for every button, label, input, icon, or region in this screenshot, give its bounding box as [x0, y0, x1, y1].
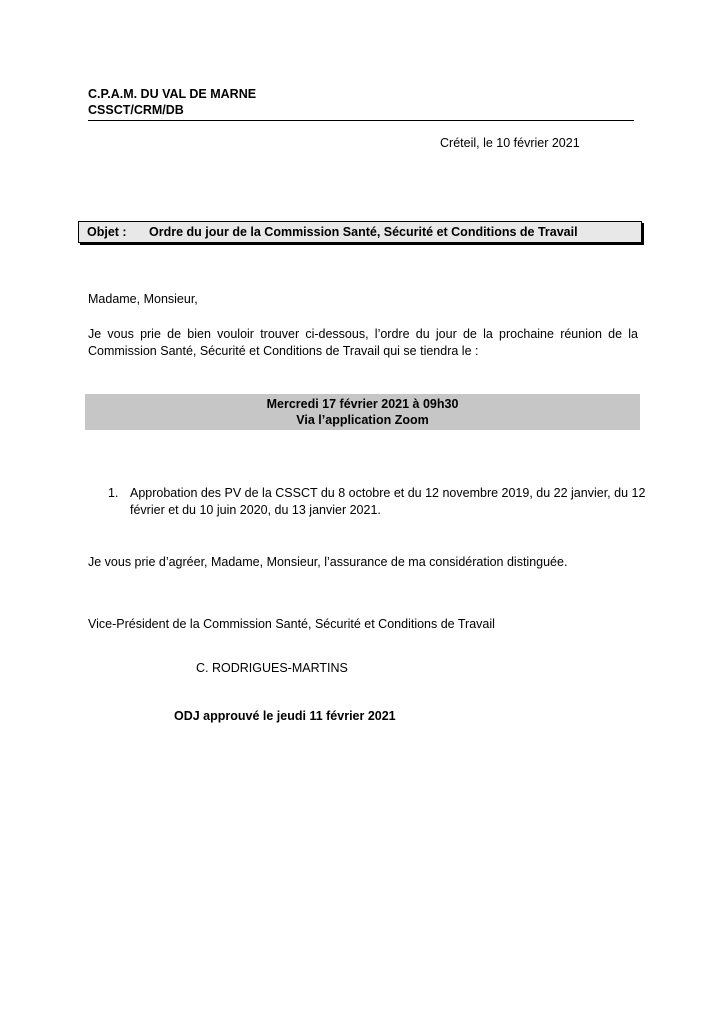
- subject-text: Ordre du jour de la Commission Santé, Sécurité et Conditions de Travail: [149, 225, 578, 239]
- signatory-name: C. RODRIGUES-MARTINS: [196, 661, 348, 675]
- signatory-title: Vice-Président de la Commission Santé, Sécurité et Conditions de Travail: [88, 617, 495, 631]
- subject-label: Objet :: [87, 225, 127, 239]
- meeting-date-box: [85, 394, 640, 430]
- organization-name: C.P.A.M. DU VAL DE MARNE: [88, 87, 257, 101]
- agenda-item-number: 1.: [108, 486, 119, 500]
- subject-box: [78, 221, 642, 243]
- closing-formula: Je vous prie d’agréer, Madame, Monsieur, l’assurance de ma considération distinguée.: [88, 555, 568, 569]
- place-and-date: Créteil, le 10 février 2021: [440, 136, 580, 150]
- intro-paragraph: Je vous prie de bien vouloir trouver ci-dessous, l’ordre du jour de la prochaine réunion de la Commission Santé, Sécurité et Conditions de Travail qui se tiendra le :: [88, 327, 638, 358]
- letter-header: [88, 86, 634, 121]
- agenda-list: [108, 485, 648, 519]
- letter-reference: CSSCT/CRM/DB: [88, 103, 184, 117]
- approval-note: ODJ approuvé le jeudi 11 février 2021: [174, 709, 396, 723]
- meeting-date: Mercredi 17 février 2021 à 09h30: [266, 397, 459, 411]
- agenda-item-text: Approbation des PV de la CSSCT du 8 octobre et du 12 novembre 2019, du 22 janvier, du 12 février et du 10 juin 2020, du 13 janvier 2021.: [130, 486, 646, 517]
- list-item: [108, 485, 648, 519]
- salutation: Madame, Monsieur,: [88, 292, 198, 306]
- meeting-mode: Via l’application Zoom: [296, 413, 429, 427]
